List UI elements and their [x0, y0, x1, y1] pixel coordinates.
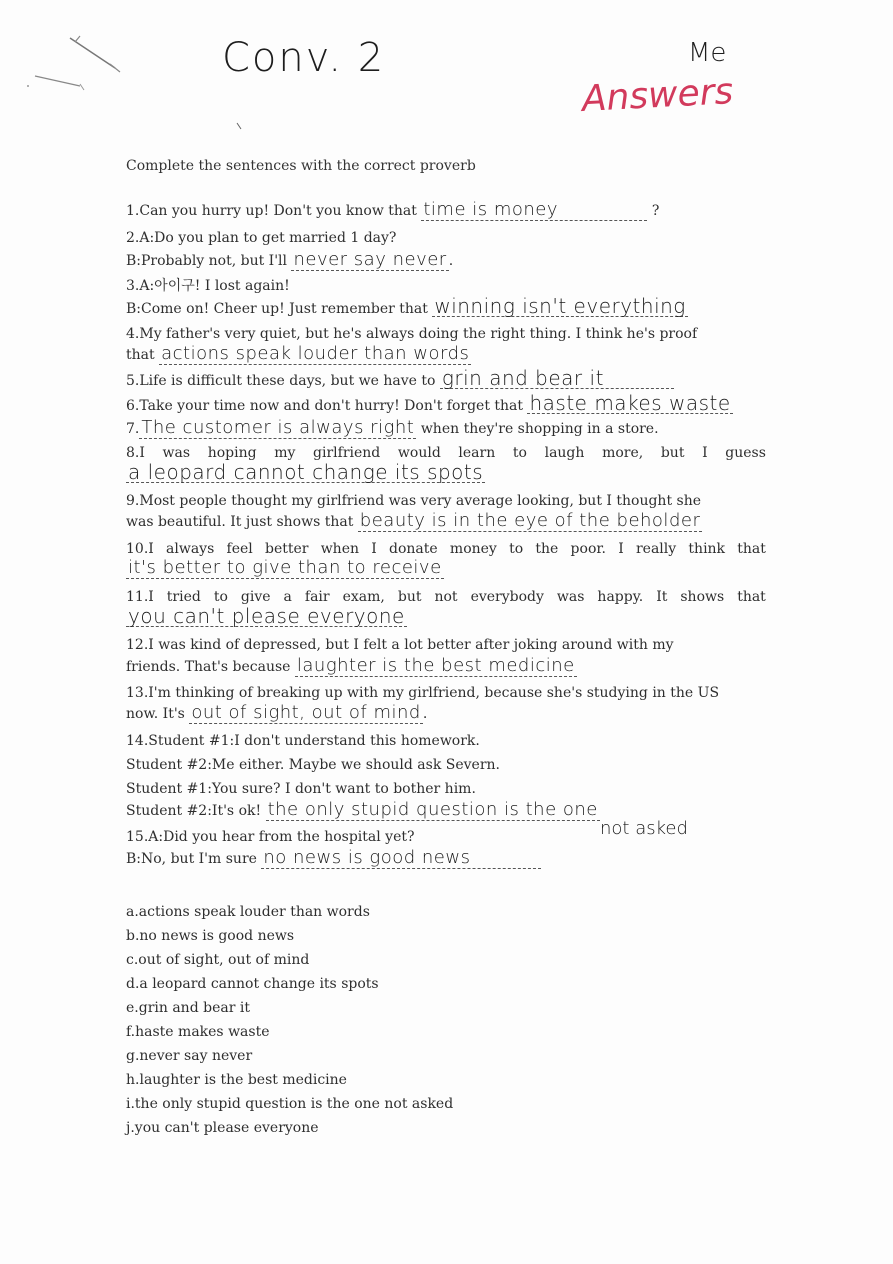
question-6: [126, 393, 766, 415]
handwritten-answers-label: Answers: [580, 71, 735, 120]
question-15a: 15.A:Did you hear from the hospital yet?: [126, 829, 415, 845]
word: would: [397, 445, 441, 461]
word: the: [535, 541, 559, 557]
question-text: B:Probably not, but I'll: [126, 253, 288, 269]
word: tried: [166, 589, 201, 605]
question-text: when they're shopping in a store.: [420, 421, 659, 437]
word: my: [274, 445, 296, 461]
word: to: [512, 445, 527, 461]
answer-blank[interactable]: you can't please everyone: [128, 604, 405, 628]
word: It: [656, 589, 668, 605]
word: when: [320, 541, 360, 557]
question-2b: [126, 250, 766, 271]
question-text: was beautiful. It just shows that: [126, 514, 354, 530]
question-13a: 13.I'm thinking of breaking up with my girlfriend, because she's studying in the US: [126, 685, 720, 701]
question-3a: 3.A:아이구! I lost again!: [126, 278, 290, 294]
word: exam,: [342, 589, 385, 605]
word: hoping: [207, 445, 257, 461]
question-3b: [126, 296, 766, 318]
question-14b: Student #2:Me either. Maybe we should ask Severn.: [126, 757, 500, 773]
word: to: [509, 541, 524, 557]
answer-blank[interactable]: never say never: [293, 249, 447, 270]
question-14a: 14.Student #1:I don't understand this homework.: [126, 733, 480, 749]
question-14c: Student #1:You sure? I don't want to bother him.: [126, 781, 476, 797]
question-9b: [126, 511, 766, 532]
question-text: 7.: [126, 421, 140, 437]
question-15b: [126, 848, 766, 869]
answer-blank[interactable]: it's better to give than to receive: [128, 557, 442, 578]
word: a: [283, 589, 292, 605]
answer-blank[interactable]: grin and bear it: [440, 368, 674, 389]
question-4a: 4.My father's very quiet, but he's always doing the right thing. I think he's proof: [126, 326, 698, 342]
question-2a: 2.A:Do you plan to get married 1 day?: [126, 230, 397, 246]
word: happy.: [597, 589, 644, 605]
option-item: h.laughter is the best medicine: [126, 1072, 347, 1088]
answer-blank[interactable]: out of sight, out of mind: [191, 702, 421, 723]
question-text: B:No, but I'm sure: [126, 851, 257, 867]
question-8b: [126, 462, 766, 484]
word: better: [264, 541, 309, 557]
question-10a: [126, 540, 766, 558]
question-text: 6.Take your time now and don't hurry! Don't forget that: [126, 398, 524, 414]
question-text: .: [422, 706, 428, 722]
word: shows: [680, 589, 725, 605]
word: not: [434, 589, 458, 605]
question-text: friends. That's because: [126, 659, 291, 675]
answer-blank[interactable]: a leopard cannot change its spots: [128, 460, 484, 484]
question-4b: [126, 344, 766, 365]
word: was: [162, 445, 191, 461]
answer-blank[interactable]: time is money: [421, 200, 647, 221]
question-10b: [126, 558, 766, 579]
option-item: d.a leopard cannot change its spots: [126, 976, 379, 992]
handwritten-title: Conv. 2: [222, 35, 386, 81]
option-item: a.actions speak louder than words: [126, 904, 370, 920]
word: fair: [304, 589, 330, 605]
word: was: [556, 589, 585, 605]
word: donate: [389, 541, 438, 557]
word: that: [737, 541, 766, 557]
answer-blank[interactable]: beauty is in the eye of the beholder: [359, 510, 701, 531]
answer-blank[interactable]: actions speak louder than words: [161, 343, 470, 364]
word: more,: [602, 445, 644, 461]
question-text: B:Come on! Cheer up! Just remember that: [126, 301, 428, 317]
answer-blank[interactable]: winning isn't everything: [434, 294, 686, 318]
word: give: [240, 589, 271, 605]
word: money: [449, 541, 497, 557]
word: 11.I: [126, 589, 154, 605]
word: girlfriend: [313, 445, 381, 461]
question-text: 5.Life is difficult these days, but we have to: [126, 373, 436, 389]
word: I: [618, 541, 624, 557]
word: think: [688, 541, 726, 557]
word: I: [371, 541, 377, 557]
option-item: e.grin and bear it: [126, 1000, 250, 1016]
stray-pen-mark: [236, 122, 242, 130]
option-item: b.no news is good news: [126, 928, 295, 944]
word: learn: [458, 445, 496, 461]
word: guess: [725, 445, 766, 461]
answer-blank[interactable]: no news is good news: [261, 848, 541, 869]
question-12a: 12.I was kind of depressed, but I felt a lot better after joking around with my: [126, 637, 674, 653]
word: always: [166, 541, 215, 557]
question-13b: [126, 703, 766, 724]
question-1: [126, 200, 766, 221]
answer-continuation: not asked: [600, 818, 688, 839]
question-11b: [126, 606, 766, 628]
option-item: f.haste makes waste: [126, 1024, 270, 1040]
option-item: i.the only stupid question is the one not asked: [126, 1096, 454, 1112]
question-text: 1.Can you hurry up! Don't you know that: [126, 203, 417, 219]
option-item: c.out of sight, out of mind: [126, 952, 310, 968]
question-text: that: [126, 347, 155, 363]
word: 8.I: [126, 445, 145, 461]
word: poor.: [570, 541, 606, 557]
word: really: [635, 541, 677, 557]
question-text: Student #2:It's ok!: [126, 803, 262, 819]
option-item: j.you can't please everyone: [126, 1120, 319, 1136]
word: 10.I: [126, 541, 154, 557]
word: laugh: [544, 445, 585, 461]
word: feel: [226, 541, 253, 557]
question-12b: [126, 656, 766, 677]
option-item: g.never say never: [126, 1048, 253, 1064]
question-text: now. It's: [126, 706, 185, 722]
proverb-options-list: [126, 900, 453, 1140]
word: but: [397, 589, 422, 605]
question-7: [126, 418, 766, 439]
answer-blank[interactable]: The customer is always right: [141, 417, 415, 438]
instruction-text: Complete the sentences with the correct proverb: [126, 158, 476, 174]
question-9a: 9.Most people thought my girlfriend was very average looking, but I thought she: [126, 493, 702, 509]
question-5: [126, 368, 766, 390]
question-text: ?: [651, 203, 660, 219]
word: everybody: [470, 589, 544, 605]
answer-blank[interactable]: laughter is the best medicine: [296, 655, 575, 676]
word: to: [213, 589, 228, 605]
answer-blank[interactable]: haste makes waste: [529, 391, 731, 415]
pen-scribble-marks: [20, 28, 140, 108]
word: I: [702, 445, 708, 461]
word: but: [660, 445, 685, 461]
question-text: .: [448, 253, 454, 269]
word: that: [737, 589, 766, 605]
handwritten-author: Me: [688, 38, 727, 68]
answer-blank[interactable]: the only stupid question is the one: [267, 799, 598, 820]
